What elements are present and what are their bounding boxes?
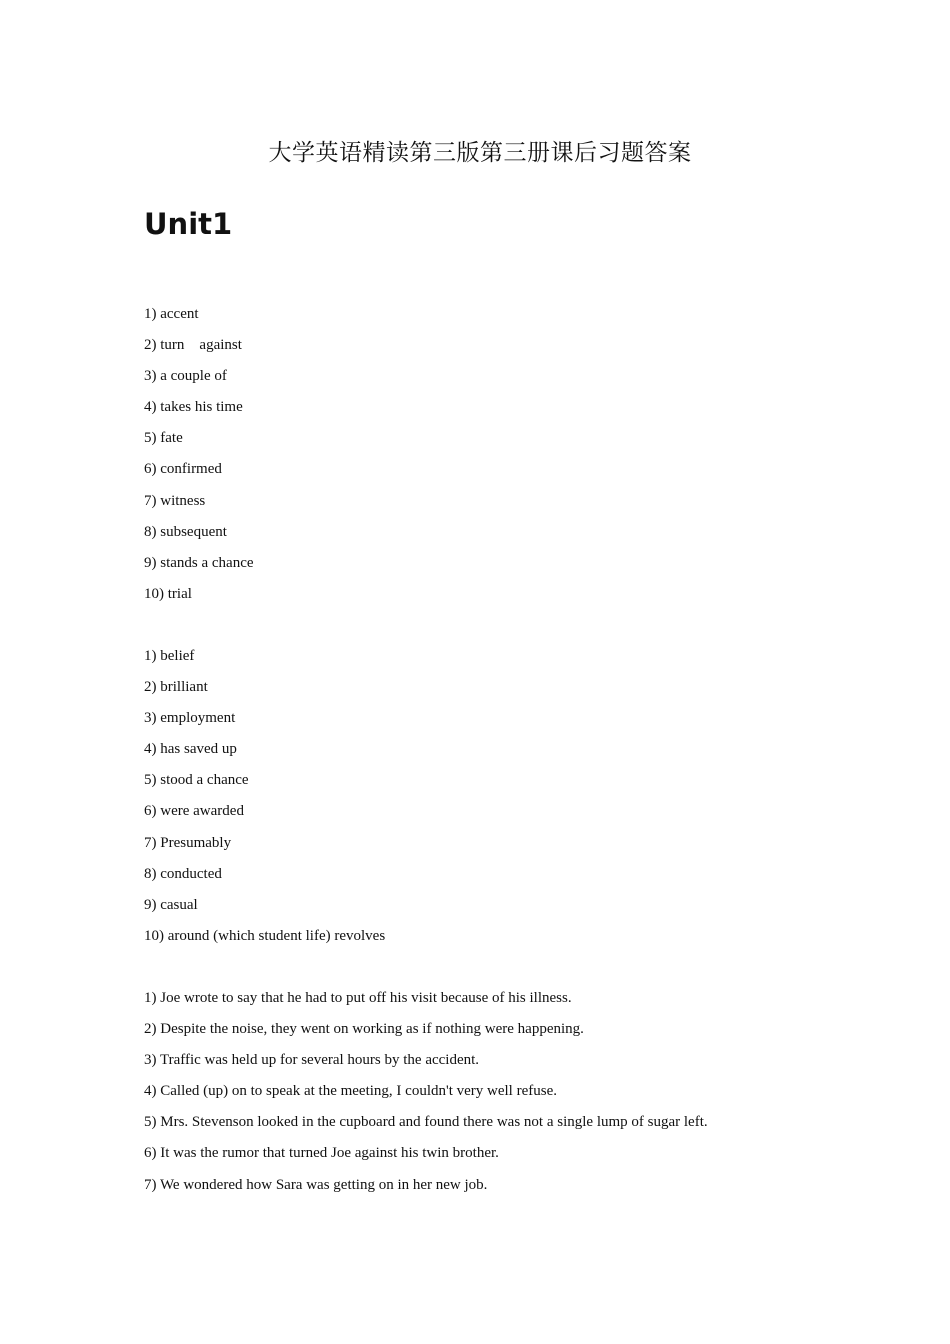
answer-item: 7) We wondered how Sara was getting on in her new job. — [144, 1176, 488, 1193]
answer-item: 6) confirmed — [144, 461, 222, 478]
answer-item: 6) were awarded — [144, 803, 244, 820]
answer-item: 2) brilliant — [144, 679, 208, 696]
answer-item: 1) Joe wrote to say that he had to put off his visit because of his illness. — [144, 990, 572, 1006]
answer-item: 10) around (which student life) revolves — [144, 927, 386, 944]
answer-item: 7) witness — [144, 492, 206, 509]
exercise-2-answers — [144, 646, 385, 957]
answer-item: 8) subsequent — [144, 523, 227, 540]
answer-item: 1) accent — [144, 306, 199, 322]
answer-item: 2) turn against — [144, 337, 242, 354]
answer-item: 5) fate — [144, 430, 183, 447]
answer-item: 4) takes his time — [144, 399, 243, 416]
answer-item: 9) stands a chance — [144, 554, 254, 571]
answer-item: 8) conducted — [144, 865, 222, 882]
document-title: 大学英语精读第三版第三册课后习题答案 — [268, 140, 692, 166]
exercise-1-answers — [144, 304, 254, 615]
answer-item: 7) Presumably — [144, 834, 232, 851]
answer-item: 2) Despite the noise, they went on working as if nothing were happening. — [144, 1021, 584, 1038]
answer-item: 5) stood a chance — [144, 772, 249, 789]
answer-item: 9) casual — [144, 896, 198, 913]
answer-item: 3) employment — [144, 710, 236, 727]
answer-item: 3) Traffic was held up for several hours by the accident. — [144, 1052, 480, 1069]
answer-item: 1) belief — [144, 648, 195, 664]
unit-heading: Unit1 — [144, 207, 233, 241]
answer-item: 4) Called (up) on to speak at the meeting, I couldn't very well refuse. — [144, 1083, 557, 1100]
answer-item: 5) Mrs. Stevenson looked in the cupboard and found there was not a single lump of sugar left. — [144, 1114, 708, 1131]
answer-item: 3) a couple of — [144, 368, 227, 385]
answer-item: 4) has saved up — [144, 741, 237, 758]
answer-item: 6) It was the rumor that turned Joe against his twin brother. — [144, 1145, 499, 1162]
answer-item: 10) trial — [144, 585, 192, 602]
exercise-3-answers — [144, 988, 708, 1206]
